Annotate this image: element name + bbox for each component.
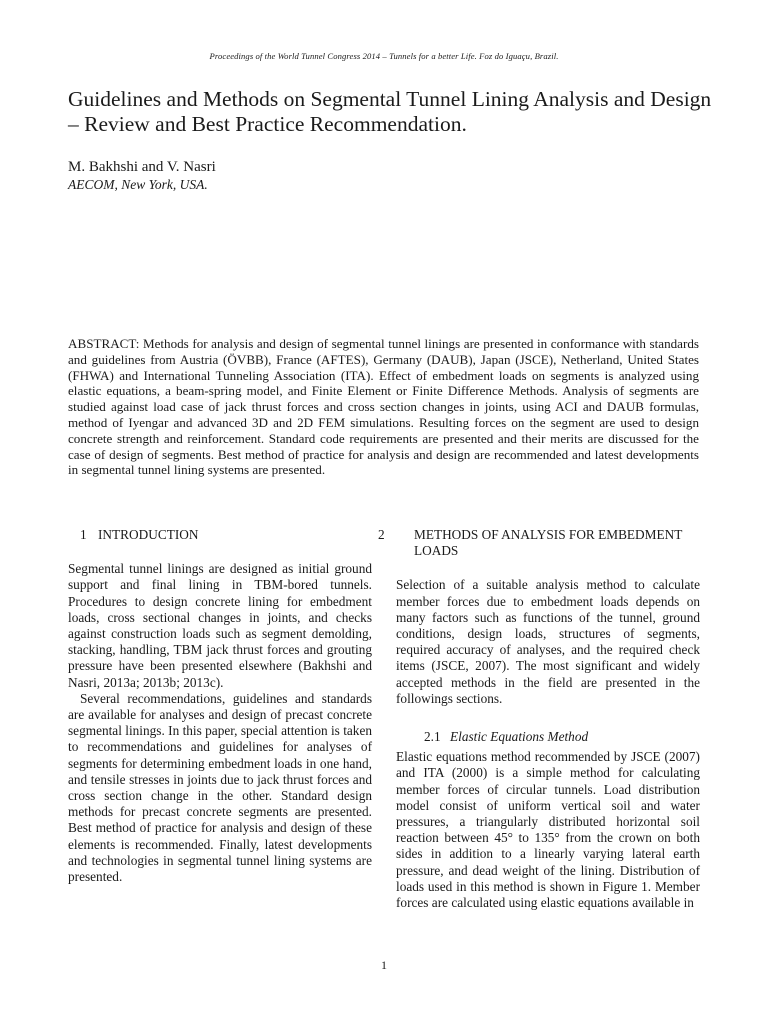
paper-title: Guidelines and Methods on Segmental Tunnel Lining Analysis and Design – Review and Best Practice Recommendation.: [68, 87, 712, 136]
section-2-heading: [378, 527, 700, 559]
page-number: 1: [381, 958, 387, 972]
methods-paragraph-1: Selection of a suitable analysis method to calculate member forces due to embedment loads depends on many factors such as functions of the tunnel, ground conditions, design loads, structures of segments, required accuracy of analyses, and the required check items (JSCE, 2007). The most significant and widely accepted methods in the field are presented in the followings sections.: [396, 577, 700, 706]
spacer: [396, 559, 700, 577]
section-1-title: INTRODUCTION: [98, 527, 199, 542]
authors: M. Bakhshi and V. Nasri: [68, 159, 216, 175]
section-2-1-number: 2.1: [424, 729, 441, 745]
abstract: ABSTRACT: Methods for analysis and design of segmental tunnel linings are presented in conformance with standards and guidelines from Austria (ÖVBB), France (AFTES), Germany (DAUB), Japan (JSCE), Netherland, United States (FHWA) and International Tunneling Association (ITA). Effect of embedment loads on segments is analyzed using elastic equations, a beam-spring model, and Finite Element or Finite Difference Methods. Analysis of segments are studied against load case of jack thrust forces and cross section changes in joints, using ACI and DAUB formulas, method of Iyengar and advanced 3D and 2D FEM simulations. Resulting forces on the segment are used to design concrete strength and reinforcement. Standard code requirements are presented and their merits are discussed for the case of design of segments. Best method of practice for analysis and design are recommended and latest developments in segmental tunnel lining systems are presented.: [68, 336, 699, 478]
section-2-1-heading: [396, 729, 700, 745]
spacer: [396, 707, 700, 729]
right-column: [378, 527, 700, 911]
intro-paragraph-2: Several recommendations, guidelines and standards are available for analyses and design of precast concrete segmental linings. In this paper, special attention is taken to recommendations and guidelines for analyses of segments for determining embedment loads in one hand, and tensile stresses in joints due to jack thrust forces and cross section change in the other. Standard design methods for precast concrete segments are presented. Best method of practice for analysis and design of these elements is recommended. Finally, latest developments and technologies in segmental tunnel lining systems are presented.: [68, 690, 372, 885]
section-2-number: 2: [378, 527, 385, 542]
affiliation: AECOM, New York, USA.: [68, 177, 208, 192]
spacer: [68, 543, 372, 561]
running-header: Proceedings of the World Tunnel Congress 2014 – Tunnels for a better Life. Foz do Iguaçu, Brazil.: [209, 51, 559, 61]
section-2-1-title: Elastic Equations Method: [450, 729, 589, 745]
intro-paragraph-1: Segmental tunnel linings are designed as initial ground support and final lining in TBM-bored tunnels. Procedures to design concrete lining for embedment loads, cross sectional changes in joints, and checks against construction loads such as segment demolding, stacking, handling, TBM jack thrust forces and grouting pressure have been presented elsewhere (Bakhshi and Nasri, 2013a; 2013b; 2013c).: [68, 561, 372, 690]
elastic-equations-paragraph: Elastic equations method recommended by JSCE (2007) and ITA (2000) is a simple method for calculating member forces of circular tunnels. Load distribution model consist of uniform vertical soil and water pressures, a triangularly distributed horizontal soil reaction between 45° to 135° from the crown on both sides in addition to a linearly varying lateral earth pressure, and dead weight of the lining. Distribution of loads used in this method is shown in Figure 1. Member forces are calculated using elastic equations available in: [396, 749, 700, 911]
section-2-title: METHODS OF ANALYSIS FOR EMBEDMENT LOADS: [414, 527, 683, 559]
section-1-heading: [68, 527, 372, 543]
section-1-number: 1: [80, 527, 87, 542]
left-column: [68, 527, 372, 885]
